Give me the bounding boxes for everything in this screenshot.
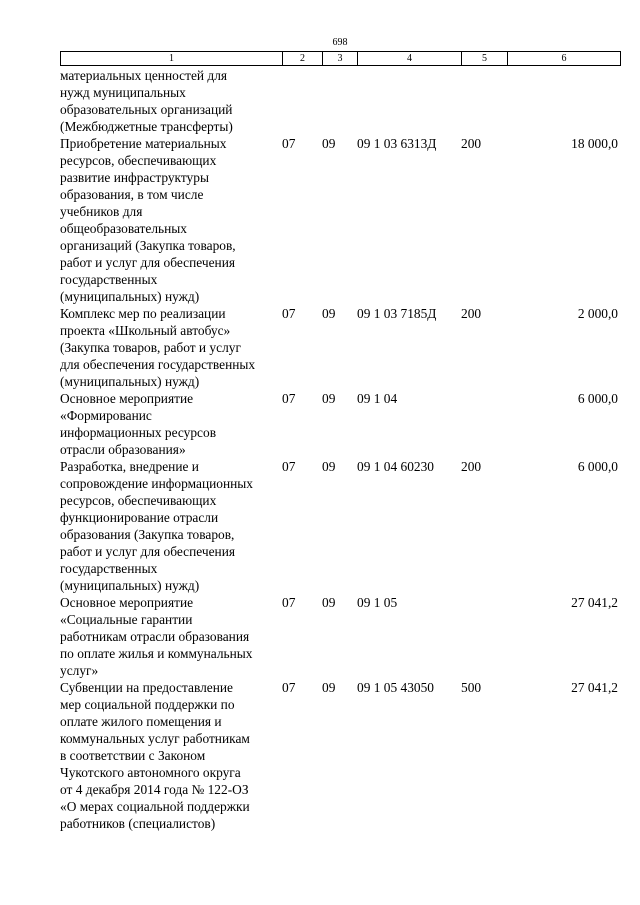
row-description: Субвенции на предоставление мер социальной поддержки по оплате жилого помещения и коммунальных услуг работникам в соответствии с Законом Чукотского автономного округа от 4 декабря 2014 года № 122-ОЗ «О мерах социальной поддержки работников (специалистов) xyxy=(60,680,250,831)
row-expense-type: 200 xyxy=(461,459,482,474)
row-expense-type: 500 xyxy=(461,680,482,695)
row-subsection-code: 09 xyxy=(322,136,336,151)
row-description: Основное мероприятие «Социальные гарантии работникам отрасли образования по оплате жилья и коммунальных услуг» xyxy=(60,595,253,678)
row-target-article: 09 1 03 7185Д xyxy=(357,306,437,321)
row-subsection-code: 09 xyxy=(322,595,336,610)
column-header-5: 5 xyxy=(462,52,508,66)
row-expense-type: 200 xyxy=(461,306,482,321)
page-number: 698 xyxy=(332,37,348,48)
column-header-row xyxy=(61,52,621,66)
row-amount: 27 041,2 xyxy=(571,595,618,610)
row-description: Основное мероприятие «Формированис информационных ресурсов отрасли образования» xyxy=(60,391,217,457)
table-row xyxy=(60,67,620,135)
row-description: Комплекс мер по реализации проекта «Школьный автобус» (Закупка товаров, работ и услуг для обеспечения государственных (муниципальных) нужд) xyxy=(60,306,256,389)
row-target-article: 09 1 05 43050 xyxy=(357,680,434,695)
table-row xyxy=(60,458,620,594)
column-header-6: 6 xyxy=(508,52,621,66)
row-amount: 27 041,2 xyxy=(571,680,618,695)
row-subsection-code: 09 xyxy=(322,391,336,406)
row-target-article: 09 1 04 xyxy=(357,391,398,406)
row-description: материальных ценностей для нужд муниципальных образовательных организаций (Межбюджетные трансферты) xyxy=(60,68,233,134)
table-row xyxy=(60,135,620,305)
row-section-code: 07 xyxy=(282,306,296,321)
budget-table-body xyxy=(60,67,620,832)
row-section-code: 07 xyxy=(282,595,296,610)
table-row xyxy=(60,679,620,832)
row-subsection-code: 09 xyxy=(322,680,336,695)
row-section-code: 07 xyxy=(282,391,296,406)
row-amount: 6 000,0 xyxy=(577,391,618,406)
row-target-article: 09 1 05 xyxy=(357,595,398,610)
row-subsection-code: 09 xyxy=(322,306,336,321)
table-row xyxy=(60,390,620,458)
row-section-code: 07 xyxy=(282,459,296,474)
table-row xyxy=(60,305,620,390)
row-amount: 2 000,0 xyxy=(577,306,618,321)
table-row xyxy=(60,594,620,679)
row-section-code: 07 xyxy=(282,136,296,151)
row-description: Приобретение материальных ресурсов, обеспечивающих развитие инфраструктуры образования, в том числе учебников для общеобразовательных организаций (Закупка товаров, работ и услуг для обеспечения государственных (муниципальных) нужд) xyxy=(60,136,236,304)
row-amount: 6 000,0 xyxy=(577,459,618,474)
row-target-article: 09 1 04 60230 xyxy=(357,459,434,474)
column-header-3: 3 xyxy=(323,52,358,66)
row-target-article: 09 1 03 6313Д xyxy=(357,136,437,151)
column-header-1: 1 xyxy=(61,52,283,66)
column-header-table xyxy=(60,51,621,66)
row-amount: 18 000,0 xyxy=(571,136,618,151)
row-expense-type: 200 xyxy=(461,136,482,151)
column-header-4: 4 xyxy=(358,52,462,66)
row-section-code: 07 xyxy=(282,680,296,695)
row-subsection-code: 09 xyxy=(322,459,336,474)
column-header-2: 2 xyxy=(283,52,323,66)
row-description: Разработка, внедрение и сопровождение информационных ресурсов, обеспечивающих функционирование отрасли образования (Закупка товаров, работ и услуг для обеспечения государственных (муниципальных) нужд) xyxy=(60,459,253,593)
